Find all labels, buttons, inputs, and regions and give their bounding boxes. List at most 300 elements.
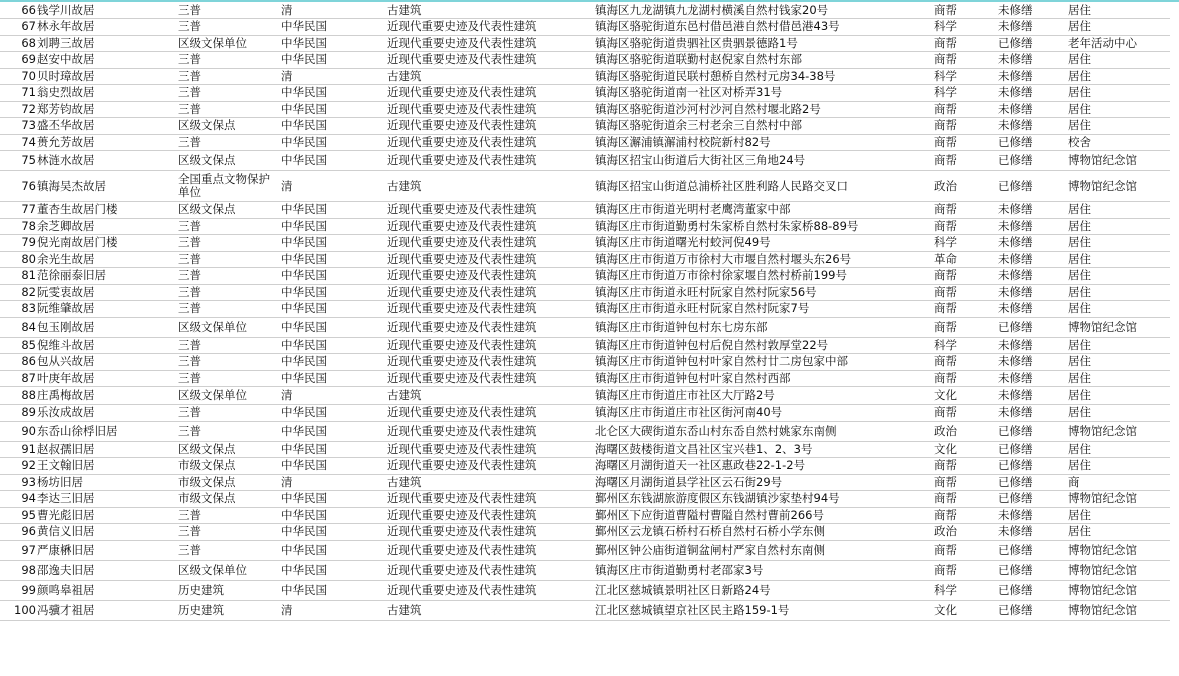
cell-type[interactable]: 近现代重要史迹及代表性建筑: [387, 134, 537, 149]
cell-use[interactable]: 居住: [1068, 337, 1091, 352]
cell-level[interactable]: 三普: [178, 68, 201, 83]
cell-type[interactable]: 古建筑: [387, 68, 422, 83]
cell-status[interactable]: 已修缮: [998, 153, 1033, 167]
cell-category[interactable]: 商帮: [934, 284, 957, 299]
cell-status[interactable]: 已修缮: [998, 562, 1033, 577]
cell-era[interactable]: 中华民国: [281, 301, 327, 316]
cell-address[interactable]: 镇海区骆驼街道沙河村沙河自然村堰北路2号: [595, 101, 821, 116]
cell-no[interactable]: 92: [21, 458, 36, 473]
cell-level[interactable]: 三普: [178, 235, 201, 250]
cell-name[interactable]: 盛丕华故居: [37, 118, 95, 133]
cell-name[interactable]: 倪维斗故居: [37, 337, 95, 352]
cell-use[interactable]: 博物馆纪念馆: [1068, 491, 1137, 506]
cell-status[interactable]: 未修缮: [998, 405, 1033, 420]
cell-era[interactable]: 中华民国: [281, 134, 327, 149]
cell-use[interactable]: 居住: [1068, 19, 1091, 34]
cell-address[interactable]: 北仑区大碶街道东岙山村东岙自然村姚家东南侧: [595, 423, 837, 438]
cell-type[interactable]: 近现代重要史迹及代表性建筑: [387, 202, 537, 217]
cell-address[interactable]: 镇海区骆驼街道东邑村借邑港自然村借邑港43号: [595, 19, 840, 34]
cell-no[interactable]: 81: [21, 268, 36, 283]
cell-address[interactable]: 海曙区月湖街道天一社区惠政巷22-1-2号: [595, 458, 806, 473]
cell-address[interactable]: 江北区慈城镇望京社区民主路159-1号: [595, 602, 790, 617]
cell-status[interactable]: 已修缮: [998, 35, 1033, 50]
cell-type[interactable]: 近现代重要史迹及代表性建筑: [387, 268, 537, 283]
cell-name[interactable]: 颜鸣皋祖居: [37, 582, 95, 597]
cell-address[interactable]: 镇海区九龙湖镇九龙湖村横溪自然村钱家20号: [595, 2, 829, 17]
cell-type[interactable]: 近现代重要史迹及代表性建筑: [387, 370, 537, 385]
cell-no[interactable]: 94: [21, 491, 36, 506]
cell-address[interactable]: 镇海区庄市街道钟包村叶家自然村西部: [595, 370, 791, 385]
cell-type[interactable]: 近现代重要史迹及代表性建筑: [387, 582, 537, 597]
cell-era[interactable]: 中华民国: [281, 52, 327, 67]
cell-address[interactable]: 鄞州区云龙镇石桥村石桥自然村石桥小学东侧: [595, 524, 825, 539]
cell-status[interactable]: 未修缮: [998, 251, 1033, 266]
cell-address[interactable]: 鄞州区钟公庙街道铜盆闸村严家自然村东南侧: [595, 542, 825, 557]
cell-address[interactable]: 镇海区骆驼街道南一社区对桥弄31号: [595, 85, 783, 100]
cell-name[interactable]: 东岙山徐桴旧居: [37, 423, 118, 438]
cell-no[interactable]: 80: [21, 251, 36, 266]
cell-level[interactable]: 三普: [178, 354, 201, 369]
cell-address[interactable]: 江北区慈城镇景明社区日新路24号: [595, 582, 771, 597]
cell-category[interactable]: 商帮: [934, 118, 957, 133]
cell-address[interactable]: 镇海区澥浦镇澥浦村校院新村82号: [595, 134, 771, 149]
cell-type[interactable]: 近现代重要史迹及代表性建筑: [387, 423, 537, 438]
cell-name[interactable]: 翁史烈故居: [37, 85, 95, 100]
cell-type[interactable]: 古建筑: [387, 474, 422, 489]
cell-era[interactable]: 清: [281, 602, 293, 617]
cell-name[interactable]: 冯骥才祖居: [37, 602, 95, 617]
cell-level[interactable]: 三普: [178, 542, 201, 557]
cell-address[interactable]: 镇海区招宝山街道后大街社区三角地24号: [595, 153, 806, 167]
cell-address[interactable]: 镇海区庄市街道万市徐村徐家堰自然村桥前199号: [595, 268, 847, 283]
cell-use[interactable]: 居住: [1068, 507, 1091, 522]
cell-type[interactable]: 古建筑: [387, 2, 422, 17]
cell-level[interactable]: 全国重点文物保护单位: [178, 172, 270, 199]
cell-level[interactable]: 三普: [178, 423, 201, 438]
cell-type[interactable]: 近现代重要史迹及代表性建筑: [387, 354, 537, 369]
cell-level[interactable]: 区级文保点: [178, 441, 236, 456]
cell-no[interactable]: 91: [21, 441, 36, 456]
cell-name[interactable]: 董杏生故居门楼: [37, 202, 118, 217]
cell-category[interactable]: 商帮: [934, 268, 957, 283]
cell-no[interactable]: 95: [21, 507, 36, 522]
cell-status[interactable]: 未修缮: [998, 268, 1033, 283]
cell-category[interactable]: 科学: [934, 235, 957, 250]
cell-level[interactable]: 三普: [178, 218, 201, 233]
cell-type[interactable]: 近现代重要史迹及代表性建筑: [387, 35, 537, 50]
cell-no[interactable]: 74: [21, 134, 36, 149]
cell-type[interactable]: 近现代重要史迹及代表性建筑: [387, 562, 537, 577]
cell-use[interactable]: 老年活动中心: [1068, 35, 1137, 50]
cell-level[interactable]: 区级文保点: [178, 153, 236, 167]
cell-use[interactable]: 校舍: [1068, 134, 1091, 149]
cell-status[interactable]: 已修缮: [998, 134, 1033, 149]
cell-category[interactable]: 商帮: [934, 52, 957, 67]
cell-category[interactable]: 文化: [934, 441, 957, 456]
cell-name[interactable]: 钱学川故居: [37, 2, 95, 17]
cell-address[interactable]: 镇海区庄市街道钟包村后倪自然村敦厚堂22号: [595, 337, 829, 352]
cell-name[interactable]: 阮雯衷故居: [37, 284, 95, 299]
cell-type[interactable]: 近现代重要史迹及代表性建筑: [387, 405, 537, 420]
cell-status[interactable]: 未修缮: [998, 388, 1033, 402]
cell-address[interactable]: 镇海区庄市街道万市徐村大市堰自然村堰头东26号: [595, 251, 852, 266]
cell-use[interactable]: 居住: [1068, 458, 1091, 473]
cell-name[interactable]: 包从兴故居: [37, 354, 95, 369]
cell-era[interactable]: 中华民国: [281, 507, 327, 522]
cell-address[interactable]: 镇海区庄市街道曙光村蛟河倪49号: [595, 235, 771, 250]
cell-era[interactable]: 清: [281, 388, 293, 402]
cell-use[interactable]: 居住: [1068, 524, 1091, 539]
cell-no[interactable]: 99: [21, 582, 36, 597]
cell-era[interactable]: 中华民国: [281, 491, 327, 506]
cell-era[interactable]: 中华民国: [281, 441, 327, 456]
cell-no[interactable]: 75: [21, 153, 36, 167]
cell-address[interactable]: 镇海区庄市街道勤勇村朱家桥自然村朱家桥88-89号: [595, 218, 859, 233]
cell-status[interactable]: 已修缮: [998, 582, 1033, 597]
cell-address[interactable]: 镇海区庄市街道钟包村东七房东部: [595, 319, 768, 334]
cell-status[interactable]: 未修缮: [998, 235, 1033, 250]
cell-era[interactable]: 中华民国: [281, 268, 327, 283]
cell-no[interactable]: 83: [21, 301, 36, 316]
cell-use[interactable]: 博物馆纪念馆: [1068, 542, 1137, 557]
cell-no[interactable]: 71: [21, 85, 36, 100]
cell-name[interactable]: 刘聘三故居: [37, 35, 95, 50]
cell-status[interactable]: 未修缮: [998, 85, 1033, 100]
cell-type[interactable]: 近现代重要史迹及代表性建筑: [387, 218, 537, 233]
cell-no[interactable]: 87: [21, 370, 36, 385]
cell-use[interactable]: 居住: [1068, 388, 1091, 402]
cell-category[interactable]: 商帮: [934, 507, 957, 522]
cell-address[interactable]: 镇海区骆驼街道余三村老余三自然村中部: [595, 118, 802, 133]
cell-use[interactable]: 居住: [1068, 202, 1091, 217]
cell-category[interactable]: 商帮: [934, 218, 957, 233]
cell-type[interactable]: 近现代重要史迹及代表性建筑: [387, 85, 537, 100]
cell-type[interactable]: 近现代重要史迹及代表性建筑: [387, 524, 537, 539]
cell-no[interactable]: 78: [21, 218, 36, 233]
cell-use[interactable]: 博物馆纪念馆: [1068, 423, 1137, 438]
cell-level[interactable]: 市级文保点: [178, 491, 236, 506]
cell-no[interactable]: 73: [21, 118, 36, 133]
cell-address[interactable]: 海曙区鼓楼街道文昌社区宝兴巷1、2、3号: [595, 441, 813, 456]
cell-use[interactable]: 博物馆纪念馆: [1068, 153, 1137, 167]
cell-era[interactable]: 中华民国: [281, 582, 327, 597]
cell-level[interactable]: 三普: [178, 524, 201, 539]
cell-use[interactable]: 博物馆纪念馆: [1068, 582, 1137, 597]
cell-status[interactable]: 已修缮: [998, 542, 1033, 557]
cell-category[interactable]: 商帮: [934, 35, 957, 50]
cell-level[interactable]: 三普: [178, 85, 201, 100]
cell-era[interactable]: 中华民国: [281, 319, 327, 334]
cell-status[interactable]: 已修缮: [998, 319, 1033, 334]
cell-use[interactable]: 居住: [1068, 301, 1091, 316]
cell-type[interactable]: 近现代重要史迹及代表性建筑: [387, 441, 537, 456]
cell-no[interactable]: 96: [21, 524, 36, 539]
cell-no[interactable]: 67: [21, 19, 36, 34]
cell-status[interactable]: 已修缮: [998, 178, 1033, 193]
cell-status[interactable]: 未修缮: [998, 524, 1033, 539]
cell-level[interactable]: 市级文保点: [178, 474, 236, 489]
cell-type[interactable]: 近现代重要史迹及代表性建筑: [387, 153, 537, 167]
cell-status[interactable]: 未修缮: [998, 354, 1033, 369]
cell-status[interactable]: 未修缮: [998, 19, 1033, 34]
cell-name[interactable]: 杨坊旧居: [37, 474, 83, 489]
cell-name[interactable]: 镇海吴杰故居: [37, 178, 106, 193]
cell-category[interactable]: 商帮: [934, 474, 957, 489]
cell-category[interactable]: 科学: [934, 19, 957, 34]
cell-use[interactable]: 居住: [1068, 405, 1091, 420]
cell-category[interactable]: 政治: [934, 423, 957, 438]
cell-name[interactable]: 王文翰旧居: [37, 458, 95, 473]
cell-era[interactable]: 中华民国: [281, 405, 327, 420]
cell-name[interactable]: 赵叔孺旧居: [37, 441, 95, 456]
cell-type[interactable]: 近现代重要史迹及代表性建筑: [387, 251, 537, 266]
cell-no[interactable]: 98: [21, 562, 36, 577]
cell-era[interactable]: 中华民国: [281, 202, 327, 217]
cell-status[interactable]: 未修缮: [998, 301, 1033, 316]
cell-address[interactable]: 镇海区庄市街道光明村老鹰湾董家中部: [595, 202, 791, 217]
cell-status[interactable]: 未修缮: [998, 284, 1033, 299]
cell-status[interactable]: 未修缮: [998, 370, 1033, 385]
cell-level[interactable]: 三普: [178, 251, 201, 266]
cell-use[interactable]: 居住: [1068, 2, 1091, 17]
cell-use[interactable]: 居住: [1068, 284, 1091, 299]
cell-era[interactable]: 中华民国: [281, 118, 327, 133]
cell-category[interactable]: 商帮: [934, 301, 957, 316]
cell-type[interactable]: 近现代重要史迹及代表性建筑: [387, 458, 537, 473]
cell-category[interactable]: 文化: [934, 602, 957, 617]
cell-type[interactable]: 近现代重要史迹及代表性建筑: [387, 301, 537, 316]
cell-name[interactable]: 李达三旧居: [37, 491, 95, 506]
cell-era[interactable]: 中华民国: [281, 235, 327, 250]
cell-status[interactable]: 已修缮: [998, 458, 1033, 473]
cell-era[interactable]: 中华民国: [281, 337, 327, 352]
cell-name[interactable]: 阮维肇故居: [37, 301, 95, 316]
cell-use[interactable]: 居住: [1068, 118, 1091, 133]
cell-use[interactable]: 博物馆纪念馆: [1068, 319, 1137, 334]
cell-no[interactable]: 66: [21, 2, 36, 17]
cell-use[interactable]: 居住: [1068, 218, 1091, 233]
cell-level[interactable]: 三普: [178, 268, 201, 283]
cell-era[interactable]: 中华民国: [281, 423, 327, 438]
cell-type[interactable]: 近现代重要史迹及代表性建筑: [387, 118, 537, 133]
cell-type[interactable]: 近现代重要史迹及代表性建筑: [387, 491, 537, 506]
cell-type[interactable]: 近现代重要史迹及代表性建筑: [387, 101, 537, 116]
cell-era[interactable]: 中华民国: [281, 370, 327, 385]
cell-era[interactable]: 清: [281, 2, 293, 17]
cell-category[interactable]: 商帮: [934, 542, 957, 557]
cell-type[interactable]: 近现代重要史迹及代表性建筑: [387, 19, 537, 34]
cell-era[interactable]: 中华民国: [281, 101, 327, 116]
cell-era[interactable]: 中华民国: [281, 35, 327, 50]
cell-level[interactable]: 三普: [178, 507, 201, 522]
cell-era[interactable]: 中华民国: [281, 542, 327, 557]
cell-name[interactable]: 余光生故居: [37, 251, 95, 266]
cell-era[interactable]: 中华民国: [281, 251, 327, 266]
cell-status[interactable]: 已修缮: [998, 491, 1033, 506]
cell-level[interactable]: 三普: [178, 101, 201, 116]
cell-type[interactable]: 近现代重要史迹及代表性建筑: [387, 319, 537, 334]
cell-category[interactable]: 商帮: [934, 491, 957, 506]
cell-type[interactable]: 古建筑: [387, 178, 422, 193]
cell-category[interactable]: 商帮: [934, 202, 957, 217]
cell-use[interactable]: 博物馆纪念馆: [1068, 562, 1137, 577]
cell-use[interactable]: 居住: [1068, 235, 1091, 250]
cell-use[interactable]: 居住: [1068, 268, 1091, 283]
cell-use[interactable]: 博物馆纪念馆: [1068, 602, 1137, 617]
cell-category[interactable]: 科学: [934, 582, 957, 597]
cell-status[interactable]: 已修缮: [998, 474, 1033, 489]
cell-no[interactable]: 72: [21, 101, 36, 116]
cell-no[interactable]: 97: [21, 542, 36, 557]
cell-category[interactable]: 政治: [934, 524, 957, 539]
cell-type[interactable]: 近现代重要史迹及代表性建筑: [387, 507, 537, 522]
cell-category[interactable]: 文化: [934, 388, 957, 402]
cell-status[interactable]: 未修缮: [998, 52, 1033, 67]
cell-level[interactable]: 区级文保点: [178, 202, 236, 217]
cell-no[interactable]: 100: [14, 602, 36, 617]
cell-no[interactable]: 79: [21, 235, 36, 250]
cell-status[interactable]: 未修缮: [998, 101, 1033, 116]
cell-name[interactable]: 黄信义旧居: [37, 524, 95, 539]
cell-level[interactable]: 区级文保单位: [178, 35, 247, 50]
cell-no[interactable]: 70: [21, 68, 36, 83]
cell-level[interactable]: 三普: [178, 405, 201, 420]
cell-category[interactable]: 商帮: [934, 562, 957, 577]
cell-name[interactable]: 郑芳钧故居: [37, 101, 95, 116]
cell-name[interactable]: 赵安中故居: [37, 52, 95, 67]
cell-no[interactable]: 76: [21, 178, 36, 193]
cell-level[interactable]: 三普: [178, 134, 201, 149]
cell-category[interactable]: 商帮: [934, 134, 957, 149]
cell-era[interactable]: 清: [281, 68, 293, 83]
cell-address[interactable]: 海曙区月湖街道县学社区云石街29号: [595, 474, 783, 489]
cell-type[interactable]: 近现代重要史迹及代表性建筑: [387, 52, 537, 67]
cell-era[interactable]: 中华民国: [281, 218, 327, 233]
cell-name[interactable]: 乐汝成故居: [37, 405, 95, 420]
cell-type[interactable]: 古建筑: [387, 388, 422, 402]
cell-name[interactable]: 余芝卿故居: [37, 218, 95, 233]
cell-level[interactable]: 历史建筑: [178, 582, 224, 597]
cell-category[interactable]: 商帮: [934, 153, 957, 167]
cell-status[interactable]: 未修缮: [998, 337, 1033, 352]
cell-address[interactable]: 镇海区庄市街道钟包村叶家自然村廿二房包家中部: [595, 354, 848, 369]
cell-name[interactable]: 贝时璋故居: [37, 68, 95, 83]
cell-level[interactable]: 三普: [178, 301, 201, 316]
cell-address[interactable]: 镇海区庄市街道勤勇村老邵家3号: [595, 562, 764, 577]
cell-use[interactable]: 居住: [1068, 354, 1091, 369]
cell-no[interactable]: 93: [21, 474, 36, 489]
cell-level[interactable]: 区级文保点: [178, 118, 236, 133]
cell-level[interactable]: 三普: [178, 19, 201, 34]
cell-level[interactable]: 三普: [178, 337, 201, 352]
cell-no[interactable]: 82: [21, 284, 36, 299]
cell-address[interactable]: 镇海区庄市街道庄市社区街河南40号: [595, 405, 783, 420]
cell-status[interactable]: 未修缮: [998, 118, 1033, 133]
cell-no[interactable]: 86: [21, 354, 36, 369]
cell-no[interactable]: 88: [21, 388, 36, 402]
cell-era[interactable]: 清: [281, 474, 293, 489]
cell-status[interactable]: 已修缮: [998, 441, 1033, 456]
cell-status[interactable]: 未修缮: [998, 2, 1033, 17]
cell-no[interactable]: 84: [21, 319, 36, 334]
cell-era[interactable]: 中华民国: [281, 354, 327, 369]
cell-type[interactable]: 近现代重要史迹及代表性建筑: [387, 284, 537, 299]
cell-no[interactable]: 85: [21, 337, 36, 352]
cell-level[interactable]: 区级文保单位: [178, 562, 247, 577]
cell-level[interactable]: 三普: [178, 370, 201, 385]
cell-category[interactable]: 商帮: [934, 405, 957, 420]
cell-era[interactable]: 中华民国: [281, 153, 327, 167]
cell-level[interactable]: 历史建筑: [178, 602, 224, 617]
cell-use[interactable]: 居住: [1068, 68, 1091, 83]
cell-level[interactable]: 三普: [178, 2, 201, 17]
cell-use[interactable]: 居住: [1068, 52, 1091, 67]
cell-era[interactable]: 中华民国: [281, 85, 327, 100]
cell-name[interactable]: 蒉允芳故居: [37, 134, 95, 149]
cell-category[interactable]: 商帮: [934, 319, 957, 334]
cell-type[interactable]: 近现代重要史迹及代表性建筑: [387, 235, 537, 250]
cell-category[interactable]: 商帮: [934, 2, 957, 17]
cell-type[interactable]: 近现代重要史迹及代表性建筑: [387, 542, 537, 557]
cell-category[interactable]: 革命: [934, 251, 957, 266]
cell-name[interactable]: 包玉刚故居: [37, 319, 95, 334]
cell-category[interactable]: 商帮: [934, 458, 957, 473]
cell-use[interactable]: 商: [1068, 474, 1080, 489]
cell-name[interactable]: 曹光彪旧居: [37, 507, 95, 522]
cell-status[interactable]: 未修缮: [998, 202, 1033, 217]
cell-name[interactable]: 倪光南故居门楼: [37, 235, 118, 250]
cell-name[interactable]: 邵逸夫旧居: [37, 562, 95, 577]
cell-no[interactable]: 89: [21, 405, 36, 420]
cell-category[interactable]: 商帮: [934, 354, 957, 369]
cell-level[interactable]: 三普: [178, 52, 201, 67]
cell-address[interactable]: 镇海区骆驼街道联勤村赵倪家自然村东部: [595, 52, 802, 67]
cell-name[interactable]: 严康楙旧居: [37, 542, 95, 557]
cell-level[interactable]: 三普: [178, 284, 201, 299]
cell-era[interactable]: 清: [281, 178, 293, 193]
cell-category[interactable]: 商帮: [934, 370, 957, 385]
cell-era[interactable]: 中华民国: [281, 284, 327, 299]
cell-no[interactable]: 90: [21, 423, 36, 438]
cell-no[interactable]: 69: [21, 52, 36, 67]
cell-address[interactable]: 鄞州区东钱湖旅游度假区东钱湖镇沙家垫村94号: [595, 491, 840, 506]
cell-no[interactable]: 77: [21, 202, 36, 217]
cell-status[interactable]: 已修缮: [998, 423, 1033, 438]
cell-address[interactable]: 镇海区庄市街道永旺村阮家自然村阮家7号: [595, 301, 810, 316]
cell-name[interactable]: 林永年故居: [37, 19, 95, 34]
cell-no[interactable]: 68: [21, 35, 36, 50]
cell-address[interactable]: 镇海区骆驼街道民联村憩桥自然村元房34-38号: [595, 68, 836, 83]
cell-level[interactable]: 区级文保单位: [178, 319, 247, 334]
cell-address[interactable]: 镇海区庄市街道永旺村阮家自然村阮家56号: [595, 284, 817, 299]
cell-use[interactable]: 居住: [1068, 441, 1091, 456]
cell-era[interactable]: 中华民国: [281, 19, 327, 34]
cell-name[interactable]: 叶庚年故居: [37, 370, 95, 385]
cell-use[interactable]: 居住: [1068, 101, 1091, 116]
cell-use[interactable]: 居住: [1068, 85, 1091, 100]
cell-address[interactable]: 镇海区庄市街道庄市社区大厅路2号: [595, 388, 775, 402]
cell-status[interactable]: 未修缮: [998, 68, 1033, 83]
cell-level[interactable]: 区级文保单位: [178, 388, 247, 402]
cell-category[interactable]: 政治: [934, 178, 957, 193]
cell-category[interactable]: 商帮: [934, 101, 957, 116]
cell-era[interactable]: 中华民国: [281, 458, 327, 473]
cell-category[interactable]: 科学: [934, 85, 957, 100]
cell-use[interactable]: 居住: [1068, 251, 1091, 266]
cell-address[interactable]: 鄞州区下应街道曹隘村曹隘自然村曹前266号: [595, 507, 824, 522]
cell-status[interactable]: 已修缮: [998, 602, 1033, 617]
cell-category[interactable]: 科学: [934, 68, 957, 83]
